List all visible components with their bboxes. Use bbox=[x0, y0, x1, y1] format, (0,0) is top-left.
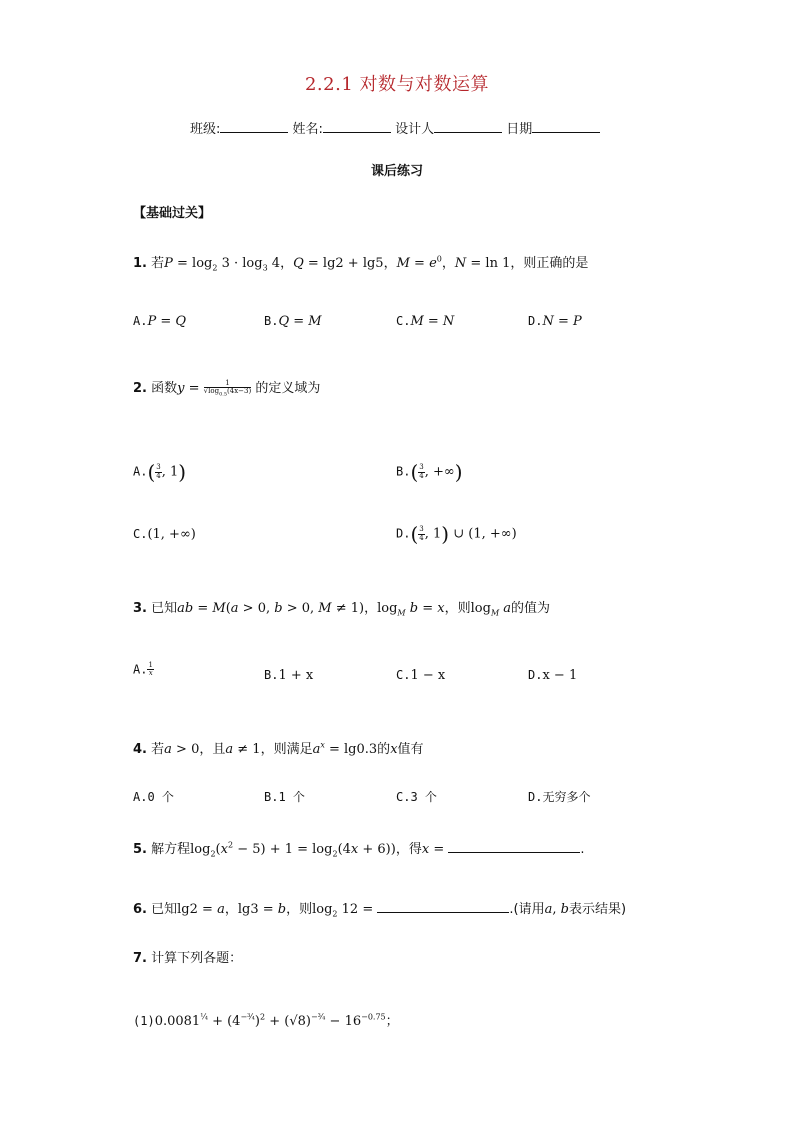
question-number: 3. bbox=[133, 601, 147, 616]
option-d[interactable]: D.x − 1 bbox=[528, 668, 578, 683]
question-number: 6. bbox=[133, 902, 147, 917]
question-1: 1. 若$P = \log_2 3 \cdot \log_3 4$，Q = lg2 + lg5，$M = e^0$，N = ln 1，则正确的是 bbox=[133, 254, 589, 273]
option-d[interactable]: D.( $\frac{3}{4}$ , 1) ∪ (1, +∞) bbox=[396, 522, 517, 546]
question-text: 的定义域为 bbox=[255, 381, 321, 396]
option-b[interactable]: B.1 个 bbox=[264, 790, 305, 804]
question-6: 6. 已知lg2 = a，lg3 = b，则$\log_2 12$ = .(请用a, b表示结果) bbox=[133, 902, 627, 919]
designer-label: 设计人 bbox=[395, 122, 435, 137]
question-number: 4. bbox=[133, 742, 147, 757]
question-7-part-1: $(1)0.0081^{\frac{1}{4}} + (4^{-\frac{3}{4}})^2 + (√8)^{-\frac{3}{4}} - 16^{-0.75}$； bbox=[133, 1012, 399, 1029]
question-text: 的值为 bbox=[511, 601, 551, 616]
option-b[interactable]: B.Q = M bbox=[264, 314, 322, 329]
option-d[interactable]: D.无穷多个 bbox=[528, 790, 591, 804]
question-text: 若 bbox=[151, 256, 165, 271]
question-number: 5. bbox=[133, 842, 147, 857]
question-text: 已知 bbox=[151, 601, 178, 616]
date-label: 日期 bbox=[506, 122, 533, 137]
section-heading: 【基础过关】 bbox=[133, 206, 212, 221]
math-p: P bbox=[164, 256, 173, 271]
option-c[interactable]: C.M = N bbox=[396, 314, 455, 329]
question-3: 3. 已知ab = M(a > 0, b > 0, M ≠ 1)，$\log_M b = x$，则$\log_M a$的值为 bbox=[133, 601, 551, 618]
option-a[interactable]: A.( $\frac{3}{4}$ , 1) bbox=[133, 460, 187, 484]
option-b[interactable]: B.1 + x bbox=[264, 668, 314, 683]
date-field[interactable] bbox=[532, 120, 600, 133]
option-c[interactable]: C.(1, +∞) bbox=[133, 527, 196, 542]
option-c[interactable]: C.1 − x bbox=[396, 668, 446, 683]
option-a[interactable]: A.P = Q bbox=[133, 314, 187, 329]
question-2: 2. 函数y = $\frac{1}{√\log_{0.5}(4x-3)}$ 的定义域为 bbox=[133, 378, 321, 398]
question-number: 7. bbox=[133, 951, 147, 966]
student-info-line bbox=[190, 118, 600, 137]
question-text: 计算下列各题： bbox=[151, 951, 243, 966]
name-field[interactable] bbox=[323, 120, 391, 133]
page-title: 2.2.1 对数与对数运算 bbox=[304, 74, 490, 95]
option-a[interactable]: A.0 个 bbox=[133, 790, 174, 804]
question-5: 5. 解方程$\log_2(x^2 - 5) + 1 = \log_2(4x + 6)$)，得x = . bbox=[133, 840, 585, 859]
class-label: 班级: bbox=[190, 122, 221, 137]
question-text: ，则正确的是 bbox=[510, 256, 589, 271]
subtitle: 课后练习 bbox=[370, 164, 423, 179]
name-label: 姓名: bbox=[292, 122, 323, 137]
question-number: 2. bbox=[133, 381, 147, 396]
designer-field[interactable] bbox=[434, 120, 502, 133]
question-7 bbox=[133, 947, 242, 966]
option-a[interactable]: A. $\frac{1}{x}$ bbox=[133, 661, 153, 678]
answer-blank[interactable] bbox=[448, 840, 580, 853]
option-d[interactable]: D.N = P bbox=[528, 314, 582, 329]
question-4: 4. 若a > 0，且a ≠ 1，则满足$a^x = \lg 0.3$的x值有 bbox=[133, 740, 424, 757]
question-text: 函数 bbox=[151, 381, 178, 396]
question-number: 1. bbox=[133, 256, 147, 271]
fraction: $\frac{1}{√\log_{0.5}(4x-3)}$ bbox=[203, 378, 252, 398]
option-b[interactable]: B.( $\frac{3}{4}$ , +∞) bbox=[396, 460, 463, 484]
answer-blank[interactable] bbox=[377, 900, 509, 913]
option-c[interactable]: C.3 个 bbox=[396, 790, 437, 804]
class-field[interactable] bbox=[220, 120, 288, 133]
